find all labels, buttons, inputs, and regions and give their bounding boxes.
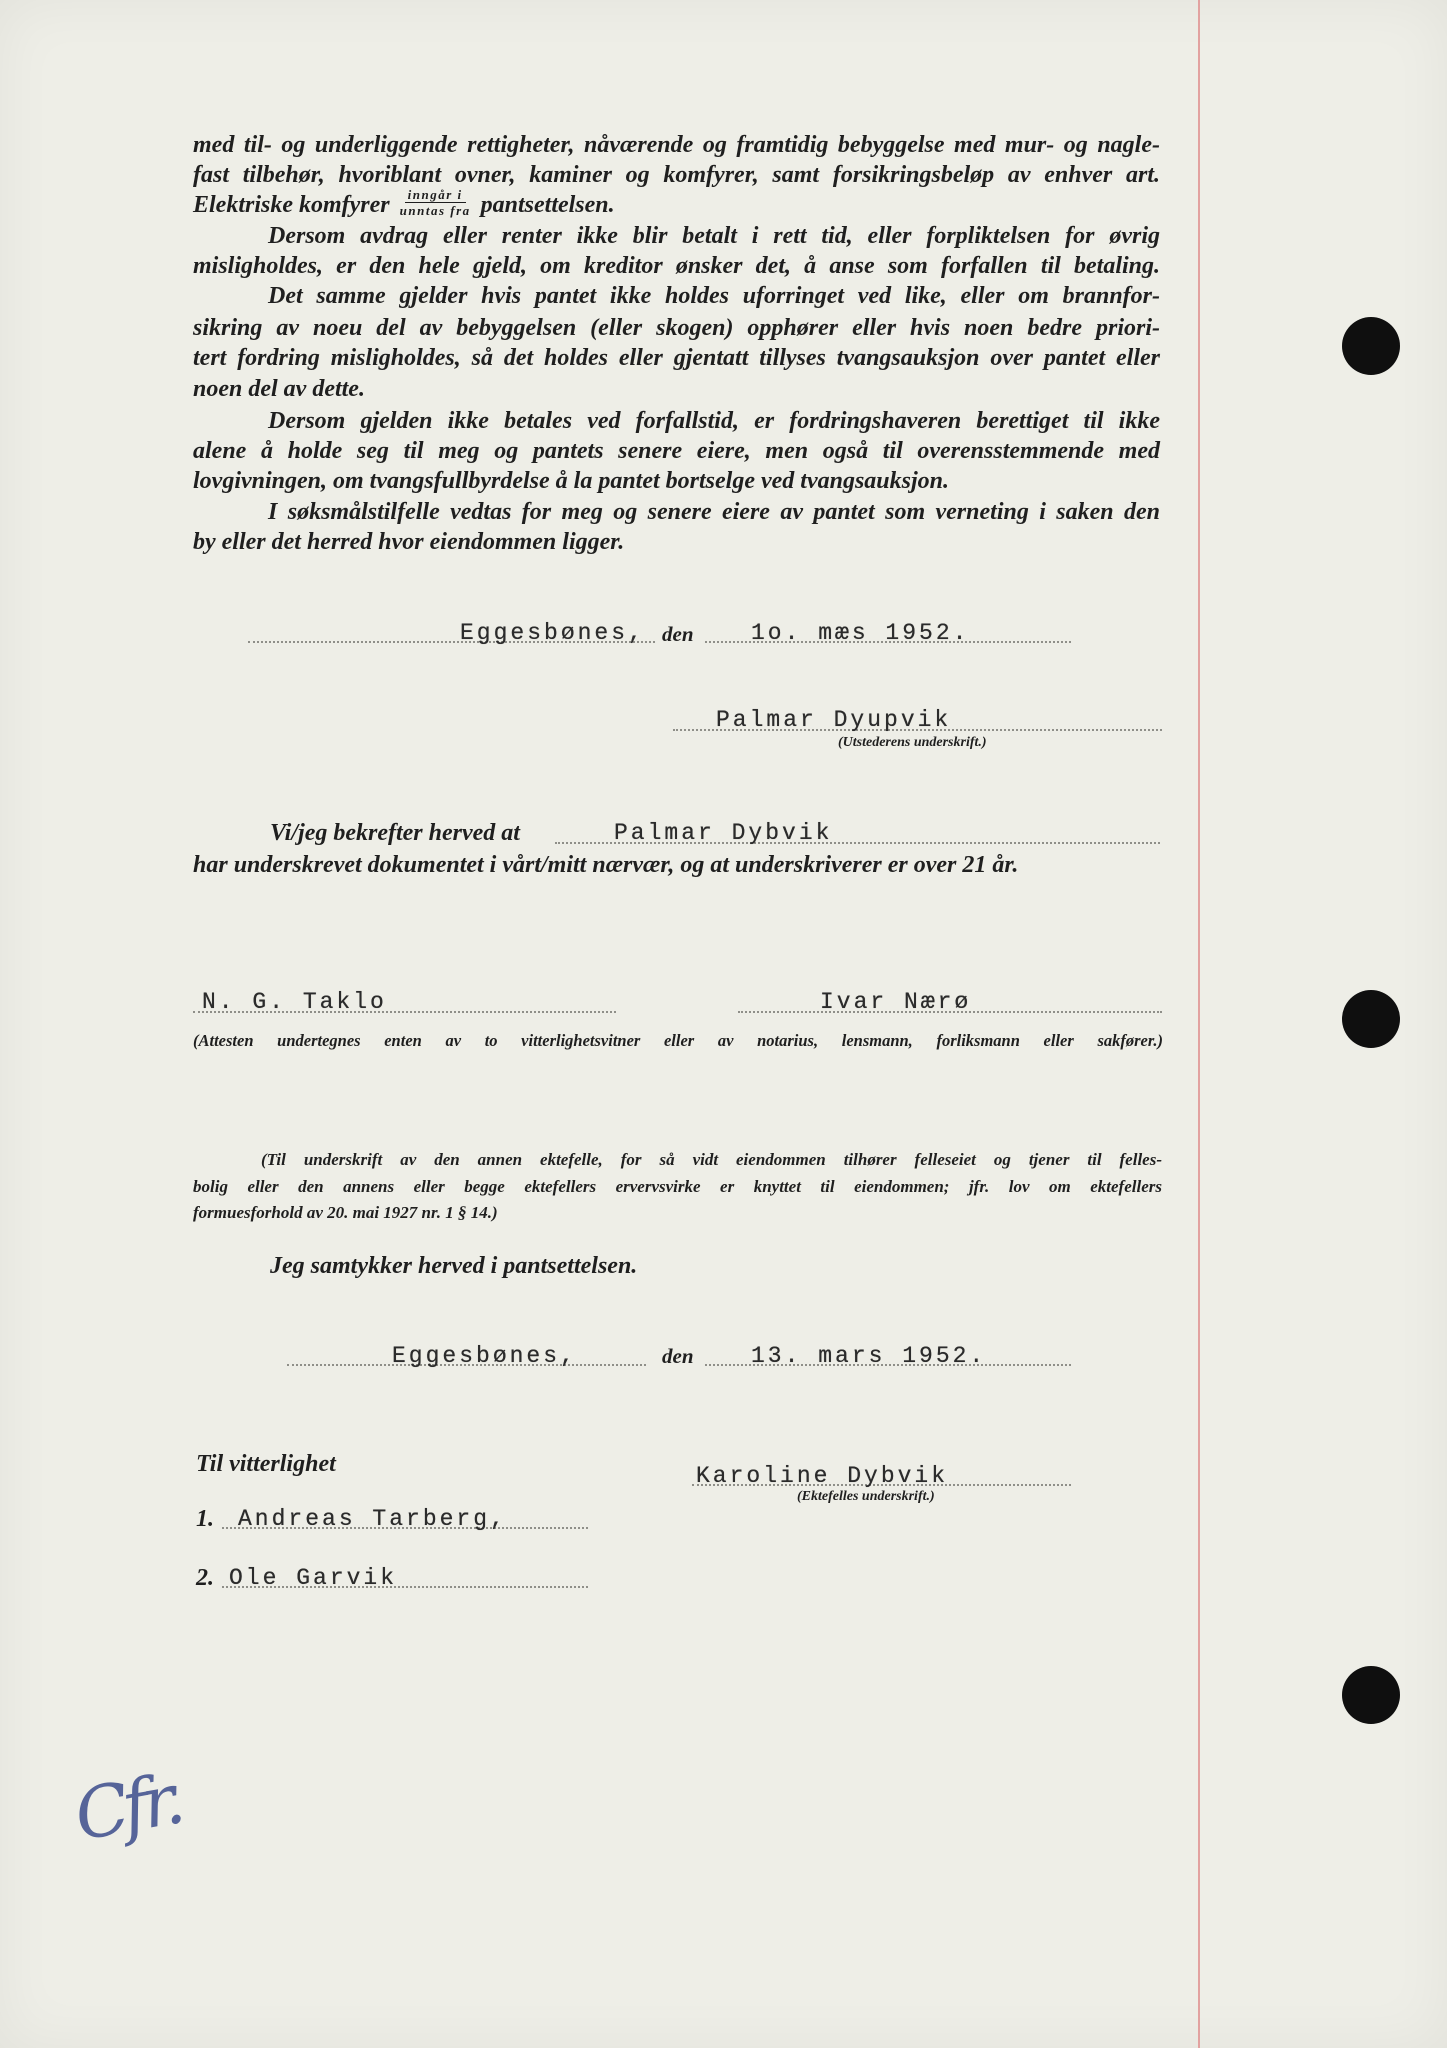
terms-para4-line-1: Dersom gjelden ikke betales ved forfallstid, er fordringshaveren berettiget til ikke <box>268 408 1160 434</box>
spouse-note-line-2: bolig eller den annens eller begge ektefellers ervervsvirke er knyttet til eiendommen; jfr. lov om ektefellers <box>193 1177 1162 1196</box>
terms-para3-line-1: Det samme gjelder hvis pantet ikke holdes uforringet ved like, eller om brannfor- <box>268 283 1160 309</box>
terms-para3-line-3: tert fordring misligholdes, så det holdes eller gjentatt tillyses tvangsauksjon over pantet eller <box>193 345 1160 371</box>
terms-para1-line-2: fast tilbehør, hvoriblant ovner, kaminer og komfyrer, samt forsikringsbeløp av enhver art. <box>193 162 1160 188</box>
attestation-lead: Vi/jeg bekrefter herved at <box>270 820 520 846</box>
terms-para3-line-2: sikring av noeu del av bebyggelsen (eller skogen) opphører eller hvis noen bedre priori- <box>193 315 1160 341</box>
issuer-signature-caption: (Utstederens underskrift.) <box>838 735 987 750</box>
spouse-place: Eggesbønes, <box>392 1343 577 1369</box>
spouse-date: 13. mars 1952. <box>751 1343 987 1369</box>
terms-para5-line-2: by eller det herred hvor eiendommen ligger. <box>193 529 625 555</box>
witness-1-name: Andreas Tarberg, <box>238 1506 507 1532</box>
witness-left: N. G. Taklo <box>202 989 387 1015</box>
issue-place: Eggesbønes, <box>460 620 645 646</box>
handwritten-margin-note: Cfr. <box>68 1757 185 1857</box>
spouse-signature: Karoline Dybvik <box>696 1463 949 1489</box>
terms-para2-line-2: misligholdes, er den hele gjeld, om kreditor ønsker det, å anse som forfallen til betaling. <box>193 253 1160 279</box>
terms-para5-line-1: I søksmålstilfelle vedtas for meg og senere eiere av pantet som verneting i saken den <box>268 499 1160 525</box>
witness-right: Ivar Nærø <box>820 989 972 1015</box>
spouse-note-line-1: (Til underskrift av den annen ektefelle, for så vidt eiendommen tilhører felleseiet og tjener til felles- <box>261 1150 1162 1169</box>
witness-heading: Til vitterlighet <box>196 1451 336 1477</box>
terms-para4-line-3: lovgivningen, om tvangsfullbyrdelse å la pantet bortselge ved tvangsauksjon. <box>193 468 949 494</box>
attestation-statement: har underskrevet dokumentet i vårt/mitt nærvær, og at underskriverer er over 21 år. <box>193 852 1019 878</box>
witness-2-number: 2. <box>196 1565 214 1591</box>
spouse-consent: Jeg samtykker herved i pantsettelsen. <box>270 1253 638 1279</box>
punch-hole-bottom <box>1342 1666 1400 1724</box>
issue-date: 1o. mæs 1952. <box>751 620 970 646</box>
komfyr-option-top: inngår i <box>405 189 466 203</box>
komfyr-prefix: Elektriske komfyrer <box>193 192 390 218</box>
attestation-note: (Attesten undertegnes enten av to vitterlighetsvitner eller av notarius, lensmann, forliksmann eller sakfører.) <box>193 1031 1163 1050</box>
issuer-signature: Palmar Dyupvik <box>716 707 952 733</box>
spouse-signature-caption: (Ektefelles underskrift.) <box>797 1489 935 1504</box>
red-margin-line <box>1198 0 1200 2048</box>
terms-komfyr-line <box>193 187 615 220</box>
terms-para3-line-4: noen del av dette. <box>193 376 365 402</box>
issue-den-label: den <box>662 622 694 646</box>
witness-2-name: Ole Garvik <box>229 1565 398 1591</box>
terms-para4-line-2: alene å holde seg til meg og pantets senere eiere, men også til overensstemmende med <box>193 438 1160 464</box>
terms-para2-line-1: Dersom avdrag eller renter ikke blir betalt i rett tid, eller forpliktelsen for øvrig <box>268 223 1160 249</box>
spouse-note-line-3: formuesforhold av 20. mai 1927 nr. 1 § 14.) <box>193 1203 498 1222</box>
punch-hole-top <box>1342 317 1400 375</box>
komfyr-suffix: pantsettelsen. <box>480 192 615 218</box>
komfyr-option-fraction <box>400 189 471 217</box>
terms-para1-line-1: med til- og underliggende rettigheter, nåværende og framtidig bebyggelse med mur- og nagle- <box>193 132 1160 158</box>
punch-hole-middle <box>1342 990 1400 1048</box>
witness-1-number: 1. <box>196 1506 214 1532</box>
spouse-den-label: den <box>662 1344 694 1368</box>
attestation-signer: Palmar Dybvik <box>614 820 833 846</box>
komfyr-option-bottom: unntas fra <box>399 203 471 219</box>
